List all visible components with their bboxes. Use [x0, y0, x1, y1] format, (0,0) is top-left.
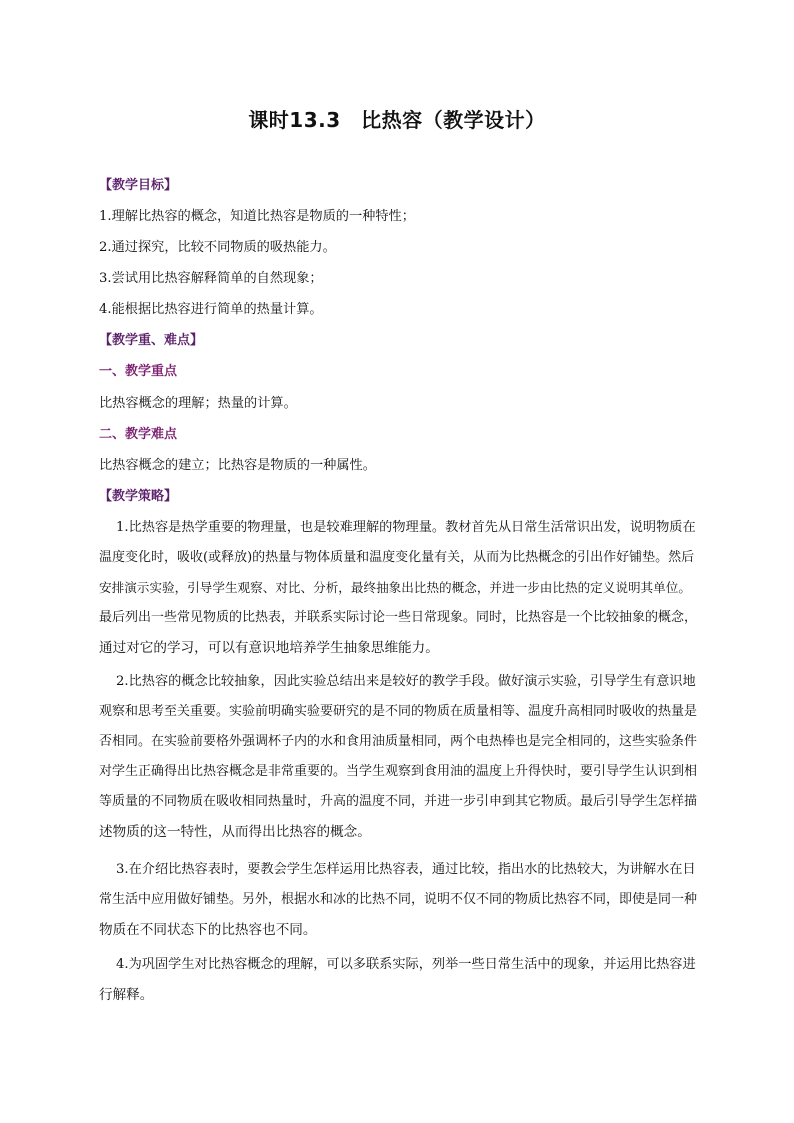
paragraph-line: 常生活中应用做好铺垫。另外，根据水和冰的比热不同，说明不仅不同的物质比热容不同，即使是同一种 [99, 892, 698, 907]
strategy-paragraph-2 [99, 667, 699, 847]
paragraph-line: 安排演示实验，引导学生观察、对比、分析，最终抽象出比热的概念，并进一步由比热的定义说明其单位。 [99, 580, 691, 595]
page-title: 课时13.3 比热容（教学设计） [248, 108, 546, 132]
paragraph-line: 最后列出一些常见物质的比热表，并联系实际讨论一些日常现象。同时，比热容是一个比较抽象的概念， [99, 610, 698, 625]
paragraph-line: 行解释。 [99, 987, 154, 1003]
paragraph-line: 物质在不同状态下的比热容也不同。 [99, 922, 317, 938]
paragraph-line: 否相同。在实验前要格外强调杯子内的水和食用油质量相同，两个电热棒也是完全相同的，这些实验条件 [99, 734, 698, 749]
goal-item: 2.通过探究，比较不同物质的吸热能力。 [99, 240, 336, 255]
paragraph-line: 等质量的不同物质在吸收相同热量时，升高的温度不同，并进一步引申到其它物质。最后引导学生怎样描 [99, 794, 698, 809]
strategy-paragraph-1 [99, 513, 699, 663]
paragraph-line: 述物质的这一特性，从而得出比热容的概念。 [99, 824, 371, 840]
goal-item: 1.理解比热容的概念，知道比热容是物质的一种特性； [99, 209, 415, 224]
paragraph-line: 通过对它的学习，可以有意识地培养学生抽象思维能力。 [99, 640, 439, 656]
paragraph-line: 4.为巩固学生对比热容概念的理解，可以多联系实际，列举一些日常生活中的现象，并运用比热容进 [116, 957, 696, 972]
paragraph-line: 观察和思考至关重要。实验前明确实验要研究的是不同的物质在质量相等、温度升高相同时吸收的热量是 [99, 704, 698, 719]
goal-item: 3.尝试用比热容解释简单的自然现象； [99, 271, 323, 286]
focus-text: 比热容概念的理解；热量的计算。 [99, 396, 297, 411]
strategy-heading: 【教学策略】 [99, 489, 178, 504]
key-points-heading: 【教学重、难点】 [99, 333, 204, 348]
paragraph-line: 1.比热容是热学重要的物理量，也是较难理解的物理量。教材首先从日常生活常识出发，说明物质在 [116, 520, 696, 535]
paragraph-line: 对学生正确得出比热容概念是非常重要的。当学生观察到食用油的温度上升得快时，要引导学生认识到相 [99, 764, 698, 779]
difficulty-heading: 二、教学难点 [99, 427, 178, 442]
paragraph-line: 2.比热容的概念比较抽象，因此实验总结出来是较好的教学手段。做好演示实验，引导学生有意识地 [116, 674, 696, 689]
focus-heading: 一、教学重点 [99, 364, 178, 379]
strategy-paragraph-4 [99, 950, 699, 1010]
goals-heading: 【教学目标】 [99, 178, 178, 193]
paragraph-line: 温度变化时，吸收(或释放)的热量与物体质量和温度变化量有关，从而为比热概念的引出作好铺垫。然后 [99, 550, 695, 565]
strategy-paragraph-3 [99, 855, 699, 945]
goal-item: 4.能根据比热容进行简单的热量计算。 [99, 302, 323, 317]
difficulty-text: 比热容概念的建立；比热容是物质的一种属性。 [99, 458, 376, 473]
paragraph-line: 3.在介绍比热容表时，要教会学生怎样运用比热容表，通过比较，指出水的比热较大，为讲解水在日 [116, 862, 696, 877]
